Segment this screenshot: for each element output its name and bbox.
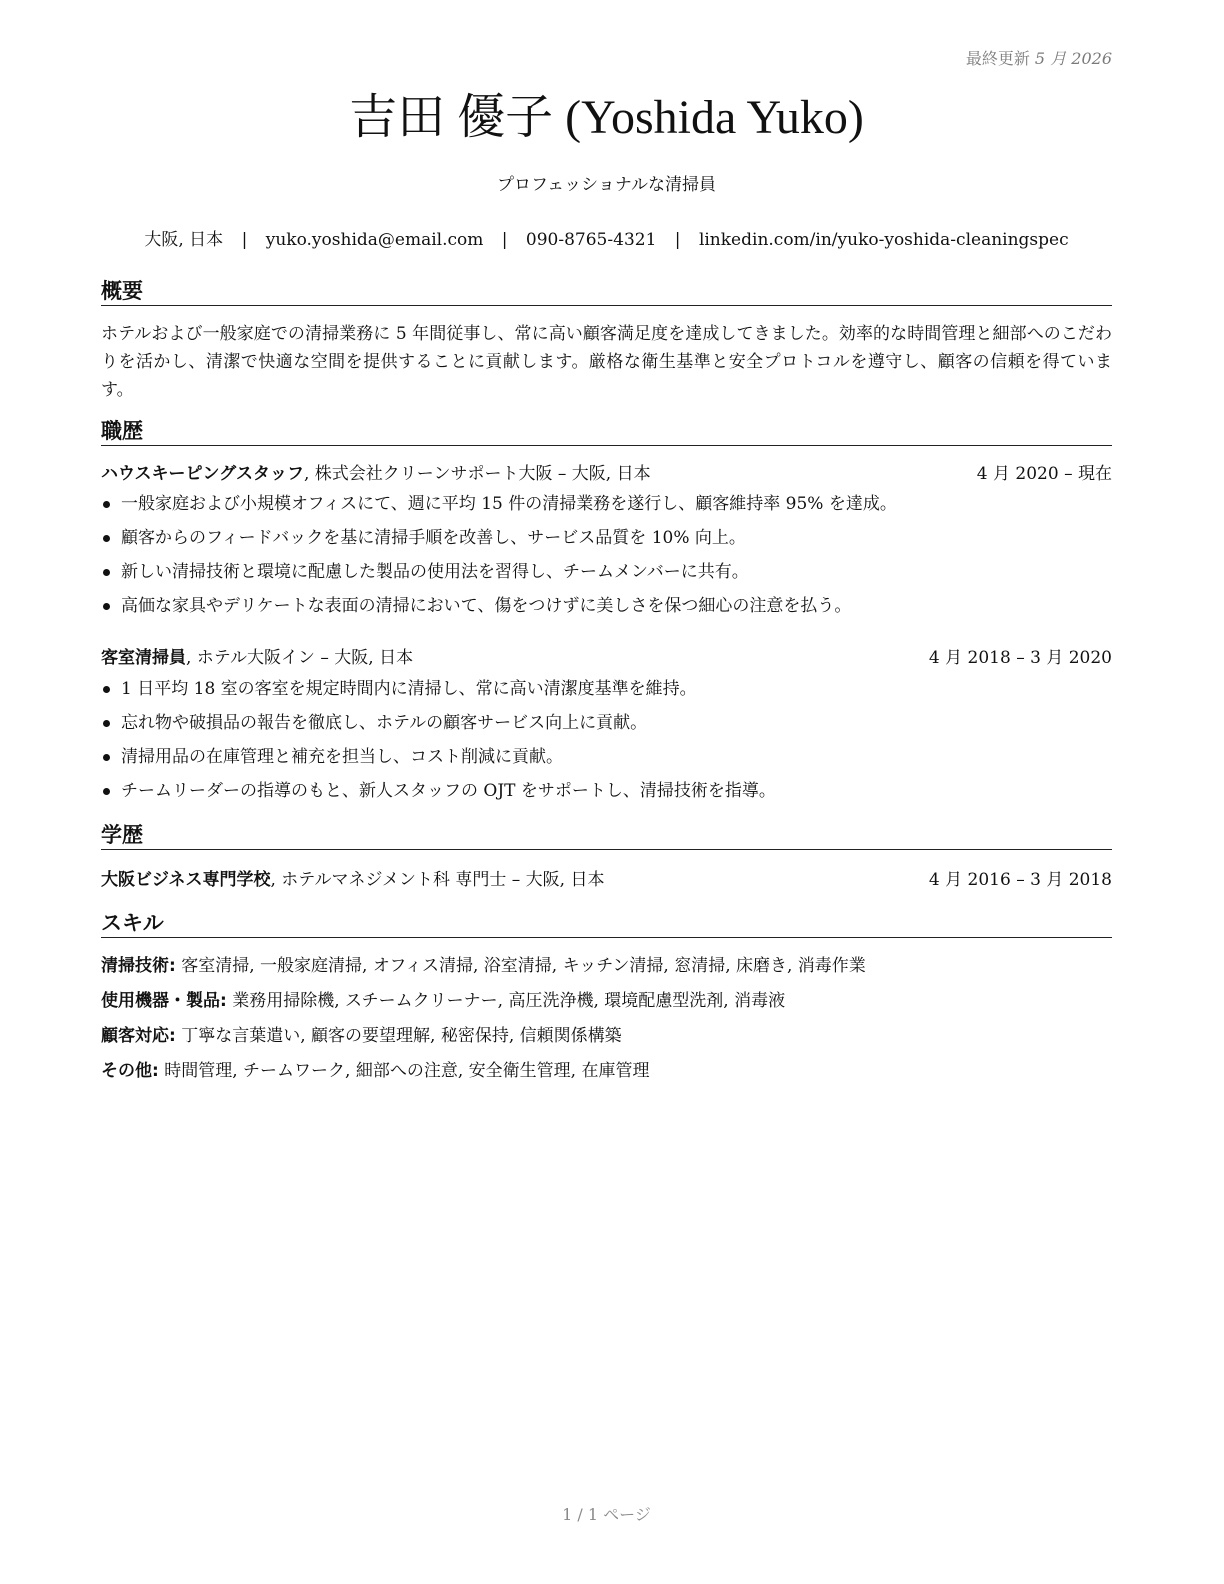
- page-indicator: 1 / 1 ページ: [562, 1505, 651, 1524]
- skill-label: 清掃技術:: [101, 956, 176, 976]
- summary-heading: 概要: [101, 278, 1112, 306]
- skills-heading: スキル: [101, 910, 1112, 938]
- list-item: 忘れ物や破損品の報告を徹底し、ホテルの顧客サービス向上に貢献。: [101, 706, 1112, 740]
- skill-row: [101, 954, 1112, 978]
- candidate-title: プロフェッショナルな清掃員: [497, 175, 716, 195]
- skill-value: 業務用掃除機, スチームクリーナー, 高圧洗浄機, 環境配慮型洗剤, 消毒液: [226, 991, 786, 1011]
- contact-separator: |: [501, 230, 508, 250]
- job-header: [101, 462, 1112, 486]
- list-item: チームリーダーの指導のもと、新人スタッフの OJT をサポートし、清掃技術を指導。: [101, 774, 1112, 808]
- job-role: 客室清掃員: [101, 648, 186, 668]
- last-updated: [966, 46, 1112, 69]
- list-item: 顧客からのフィードバックを基に清掃手順を改善し、サービス品質を 10% 向上。: [101, 521, 1112, 555]
- contact-location: 大阪, 日本: [144, 230, 224, 250]
- skill-row: [101, 1059, 1112, 1083]
- skill-label: 顧客対応:: [101, 1026, 176, 1046]
- resume-page: [101, 0, 1112, 1584]
- list-item: 新しい清掃技術と環境に配慮した製品の使用法を習得し、チームメンバーに共有。: [101, 555, 1112, 589]
- job-role: ハウスキーピングスタッフ: [101, 464, 304, 484]
- job-bullets: [101, 487, 1112, 623]
- education-school: 大阪ビジネス専門学校: [101, 870, 271, 890]
- job-header: [101, 646, 1112, 670]
- contact-separator: |: [674, 230, 681, 250]
- skill-row: [101, 1024, 1112, 1048]
- list-item: 高価な家具やデリケートな表面の清掃において、傷をつけずに美しさを保つ細心の注意を払う。: [101, 589, 1112, 623]
- skill-label: その他:: [101, 1061, 159, 1081]
- contact-phone[interactable]: 090-8765-4321: [525, 230, 657, 250]
- skill-value: 時間管理, チームワーク, 細部への注意, 安全衛生管理, 在庫管理: [158, 1061, 650, 1081]
- candidate-name: 吉田 優子 (Yoshida Yuko): [349, 91, 864, 144]
- job-org: , 株式会社クリーンサポート大阪 – 大阪, 日本: [303, 464, 651, 484]
- education-entry: [101, 868, 1112, 892]
- job-org: , ホテル大阪イン – 大阪, 日本: [186, 648, 414, 668]
- last-updated-prefix: 最終更新: [965, 49, 1030, 68]
- skill-row: [101, 989, 1112, 1013]
- experience-heading: 職歴: [101, 418, 1112, 446]
- contact-line: [101, 225, 1112, 250]
- list-item: 清掃用品の在庫管理と補充を担当し、コスト削減に貢献。: [101, 740, 1112, 774]
- job-bullets: [101, 672, 1112, 808]
- education-detail: , ホテルマネジメント科 専門士 – 大阪, 日本: [270, 870, 605, 890]
- contact-linkedin[interactable]: linkedin.com/in/yuko-yoshida-cleaningspec: [698, 230, 1069, 250]
- skill-value: 客室清掃, 一般家庭清掃, オフィス清掃, 浴室清掃, キッチン清掃, 窓清掃, 床磨き, 消毒作業: [175, 956, 866, 976]
- summary-text: ホテルおよび一般家庭での清掃業務に 5 年間従事し、常に高い顧客満足度を達成してきました。効率的な時間管理と細部へのこだわりを活かし、清潔で快適な空間を提供することに貢献します。厳格な衛生基準と安全プロトコルを遵守し、顧客の信頼を得ています。: [101, 324, 1112, 400]
- last-updated-date: 5 月 2026: [1034, 49, 1112, 68]
- job-dates: 4 月 2018 – 3 月 2020: [928, 648, 1112, 668]
- job-dates: 4 月 2020 – 現在: [976, 464, 1112, 484]
- skill-value: 丁寧な言葉遣い, 顧客の要望理解, 秘密保持, 信頼関係構築: [175, 1026, 622, 1046]
- education-heading: 学歴: [101, 822, 1112, 850]
- list-item: 一般家庭および小規模オフィスにて、週に平均 15 件の清掃業務を遂行し、顧客維持率 95% を達成。: [101, 487, 1112, 521]
- contact-separator: |: [241, 230, 248, 250]
- contact-email[interactable]: yuko.yoshida@email.com: [265, 230, 484, 250]
- list-item: 1 日平均 18 室の客室を規定時間内に清掃し、常に高い清潔度基準を維持。: [101, 672, 1112, 706]
- skill-label: 使用機器・製品:: [101, 991, 227, 1011]
- education-dates: 4 月 2016 – 3 月 2018: [928, 870, 1112, 890]
